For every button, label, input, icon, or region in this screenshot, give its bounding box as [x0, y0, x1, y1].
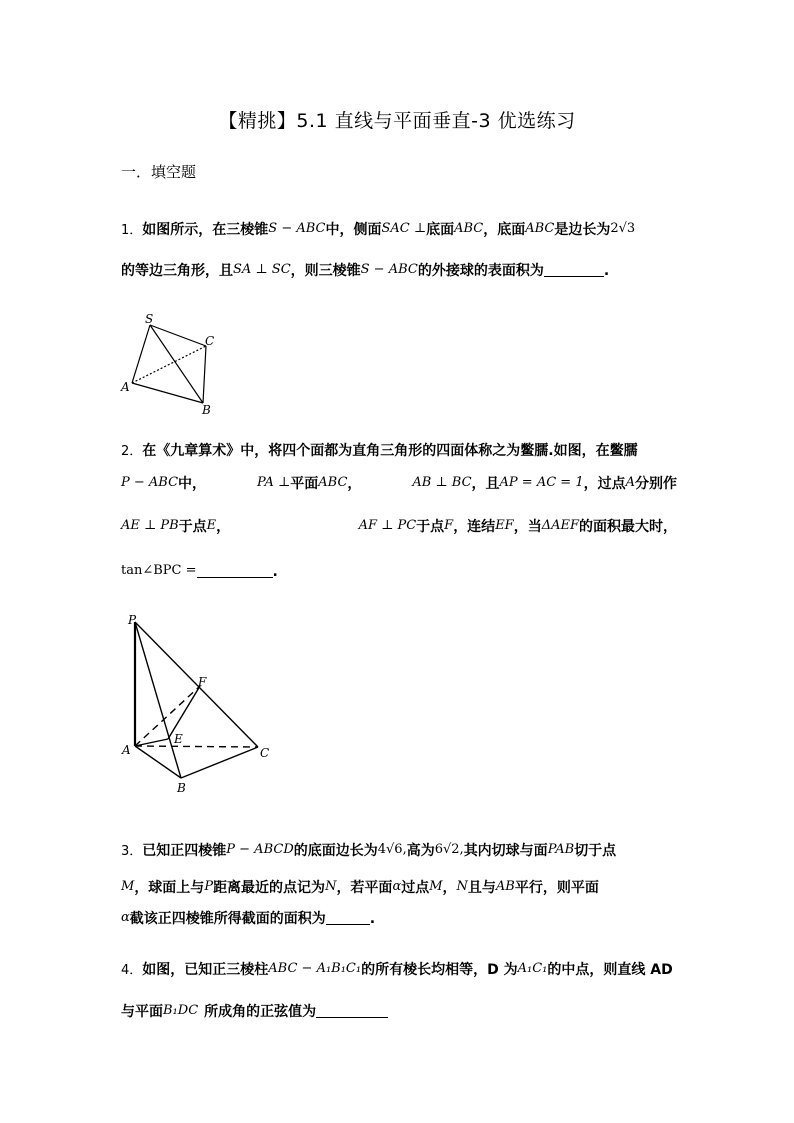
answer-blank[interactable]: [544, 262, 604, 277]
label-E: E: [174, 732, 183, 746]
label-F: F: [198, 675, 207, 689]
label-S: S: [145, 312, 154, 326]
edge-AC-hidden: [135, 746, 258, 747]
edge-AC-hidden: [132, 346, 206, 383]
label-P: P: [128, 613, 137, 627]
answer-blank[interactable]: [316, 1003, 388, 1018]
page-title: 【精挑】5.1 直线与平面垂直-3 优选练习: [218, 110, 576, 132]
section-heading: 一．填空题: [121, 163, 197, 181]
edge-AE: [135, 739, 168, 746]
edge-SC: [150, 325, 206, 346]
figure-1-pyramid: [115, 310, 225, 420]
question-number: 2．: [121, 444, 143, 459]
question-number: 3．: [121, 844, 143, 859]
label-C: C: [205, 334, 215, 348]
edge-SA: [132, 325, 150, 383]
edge-BC: [181, 747, 258, 778]
label-A: A: [122, 743, 131, 757]
label-B: B: [202, 403, 211, 417]
edge-CB: [203, 346, 206, 403]
answer-blank[interactable]: [326, 910, 370, 925]
figure-2-tetrahedron: [118, 612, 278, 797]
edge-EF: [168, 686, 200, 739]
edge-AB: [132, 383, 203, 403]
question-number: 1．: [121, 223, 143, 238]
answer-blank[interactable]: [197, 563, 273, 578]
label-A: A: [121, 380, 130, 394]
edge-AB: [135, 746, 181, 778]
edge-SB: [150, 325, 203, 403]
label-B: B: [177, 781, 186, 795]
label-C: C: [260, 746, 270, 760]
edge-AF-hidden: [135, 686, 200, 746]
question-number: 4．: [121, 963, 143, 978]
